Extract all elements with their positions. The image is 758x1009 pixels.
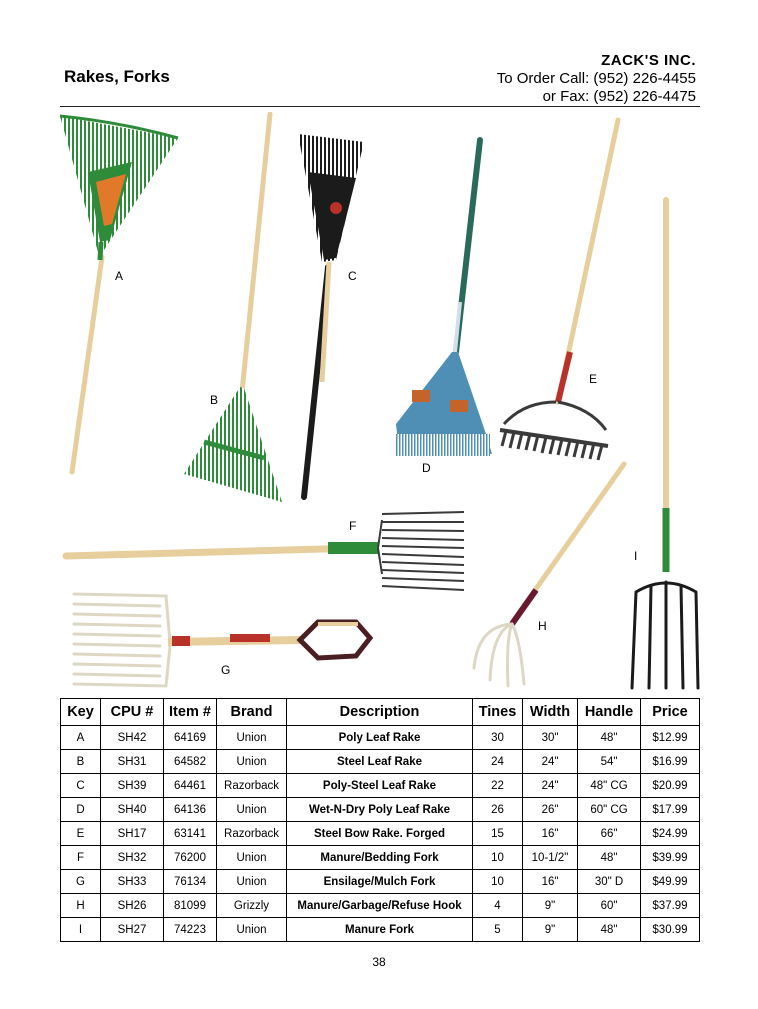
cell-width: 9" xyxy=(523,894,578,918)
cell-description: Steel Bow Rake. Forged xyxy=(287,822,473,846)
col-header-cpu: CPU # xyxy=(101,699,164,726)
cell-cpu: SH42 xyxy=(101,726,164,750)
cell-width: 26" xyxy=(523,798,578,822)
company-name: ZACK'S INC. xyxy=(601,52,696,69)
cell-price: $16.99 xyxy=(641,750,700,774)
cell-item: 76200 xyxy=(164,846,217,870)
cell-price: $12.99 xyxy=(641,726,700,750)
cell-key: G xyxy=(61,870,101,894)
cell-handle: 60" CG xyxy=(578,798,641,822)
table-row xyxy=(61,798,700,822)
cell-tines: 10 xyxy=(473,846,523,870)
page-number: 38 xyxy=(372,955,386,969)
cell-handle: 54" xyxy=(578,750,641,774)
cell-brand: Grizzly xyxy=(217,894,287,918)
cell-description: Wet-N-Dry Poly Leaf Rake xyxy=(287,798,473,822)
table-row xyxy=(61,918,700,942)
cell-brand: Union xyxy=(217,750,287,774)
label-d: D xyxy=(422,461,431,475)
cell-item: 76134 xyxy=(164,870,217,894)
rake-a-image xyxy=(60,116,178,472)
cell-item: 63141 xyxy=(164,822,217,846)
cell-item: 74223 xyxy=(164,918,217,942)
cell-brand: Union xyxy=(217,918,287,942)
order-fax: or Fax: (952) 226-4475 xyxy=(542,88,696,105)
rake-b-image xyxy=(184,114,282,502)
cell-price: $39.99 xyxy=(641,846,700,870)
cell-tines: 15 xyxy=(473,822,523,846)
table-row xyxy=(61,726,700,750)
cell-item: 64136 xyxy=(164,798,217,822)
cell-item: 64169 xyxy=(164,726,217,750)
cell-cpu: SH26 xyxy=(101,894,164,918)
cell-key: C xyxy=(61,774,101,798)
page-title: Rakes, Forks xyxy=(64,67,170,86)
rake-c-image xyxy=(298,134,364,497)
cell-description: Manure/Bedding Fork xyxy=(287,846,473,870)
label-c: C xyxy=(348,269,357,283)
cell-width: 10-1/2" xyxy=(523,846,578,870)
cell-handle: 48" CG xyxy=(578,774,641,798)
label-f: F xyxy=(349,519,357,533)
page-header xyxy=(60,50,698,106)
cell-handle: 66" xyxy=(578,822,641,846)
cell-brand: Razorback xyxy=(217,774,287,798)
cell-cpu: SH32 xyxy=(101,846,164,870)
cell-key: A xyxy=(61,726,101,750)
cell-brand: Razorback xyxy=(217,822,287,846)
cell-tines: 4 xyxy=(473,894,523,918)
rake-e-image xyxy=(500,120,618,460)
label-h: H xyxy=(538,619,547,633)
order-phone: To Order Call: (952) 226-4455 xyxy=(496,70,696,87)
cell-price: $24.99 xyxy=(641,822,700,846)
col-header-item: Item # xyxy=(164,699,217,726)
cell-item: 81099 xyxy=(164,894,217,918)
product-table xyxy=(60,698,700,942)
cell-brand: Union xyxy=(217,798,287,822)
cell-width: 9" xyxy=(523,918,578,942)
table-header-row xyxy=(61,699,700,726)
cell-cpu: SH40 xyxy=(101,798,164,822)
cell-tines: 22 xyxy=(473,774,523,798)
cell-cpu: SH33 xyxy=(101,870,164,894)
cell-tines: 10 xyxy=(473,870,523,894)
company-contact xyxy=(497,52,696,106)
cell-handle: 60" xyxy=(578,894,641,918)
cell-brand: Union xyxy=(217,726,287,750)
cell-key: E xyxy=(61,822,101,846)
table-row xyxy=(61,894,700,918)
product-photo xyxy=(60,112,700,694)
cell-key: F xyxy=(61,846,101,870)
cell-key: D xyxy=(61,798,101,822)
label-g: G xyxy=(221,663,231,677)
cell-tines: 26 xyxy=(473,798,523,822)
cell-cpu: SH27 xyxy=(101,918,164,942)
cell-width: 24" xyxy=(523,750,578,774)
col-header-tines: Tines xyxy=(473,699,523,726)
cell-item: 64582 xyxy=(164,750,217,774)
cell-handle: 48" xyxy=(578,918,641,942)
label-e: E xyxy=(589,372,598,386)
cell-cpu: SH31 xyxy=(101,750,164,774)
col-header-description: Description xyxy=(287,699,473,726)
cell-width: 16" xyxy=(523,870,578,894)
cell-brand: Union xyxy=(217,846,287,870)
cell-tines: 5 xyxy=(473,918,523,942)
cell-tines: 24 xyxy=(473,750,523,774)
col-header-width: Width xyxy=(523,699,578,726)
cell-price: $37.99 xyxy=(641,894,700,918)
cell-description: Manure Fork xyxy=(287,918,473,942)
table-row xyxy=(61,774,700,798)
table-row xyxy=(61,750,700,774)
cell-description: Ensilage/Mulch Fork xyxy=(287,870,473,894)
cell-description: Manure/Garbage/Refuse Hook xyxy=(287,894,473,918)
hook-h-image xyxy=(474,464,624,686)
cell-price: $17.99 xyxy=(641,798,700,822)
cell-description: Poly-Steel Leaf Rake xyxy=(287,774,473,798)
cell-cpu: SH17 xyxy=(101,822,164,846)
cell-width: 16" xyxy=(523,822,578,846)
cell-description: Poly Leaf Rake xyxy=(287,726,473,750)
col-header-brand: Brand xyxy=(217,699,287,726)
label-a: A xyxy=(115,269,124,283)
cell-key: H xyxy=(61,894,101,918)
cell-key: B xyxy=(61,750,101,774)
cell-tines: 30 xyxy=(473,726,523,750)
cell-width: 30" xyxy=(523,726,578,750)
cell-width: 24" xyxy=(523,774,578,798)
fork-f-image xyxy=(66,512,464,590)
cell-price: $20.99 xyxy=(641,774,700,798)
cell-handle: 48" xyxy=(578,846,641,870)
table-row xyxy=(61,822,700,846)
rake-d-image xyxy=(396,140,492,456)
col-header-key: Key xyxy=(61,699,101,726)
label-b: B xyxy=(210,393,219,407)
cell-handle: 30" D xyxy=(578,870,641,894)
header-divider xyxy=(60,106,700,107)
cell-handle: 48" xyxy=(578,726,641,750)
cell-cpu: SH39 xyxy=(101,774,164,798)
table-row xyxy=(61,846,700,870)
cell-price: $49.99 xyxy=(641,870,700,894)
cell-key: I xyxy=(61,918,101,942)
cell-item: 64461 xyxy=(164,774,217,798)
fork-i-image xyxy=(632,200,698,688)
col-header-handle: Handle xyxy=(578,699,641,726)
cell-brand: Union xyxy=(217,870,287,894)
table-row xyxy=(61,870,700,894)
col-header-price: Price xyxy=(641,699,700,726)
label-i: I xyxy=(634,549,638,563)
cell-description: Steel Leaf Rake xyxy=(287,750,473,774)
cell-price: $30.99 xyxy=(641,918,700,942)
